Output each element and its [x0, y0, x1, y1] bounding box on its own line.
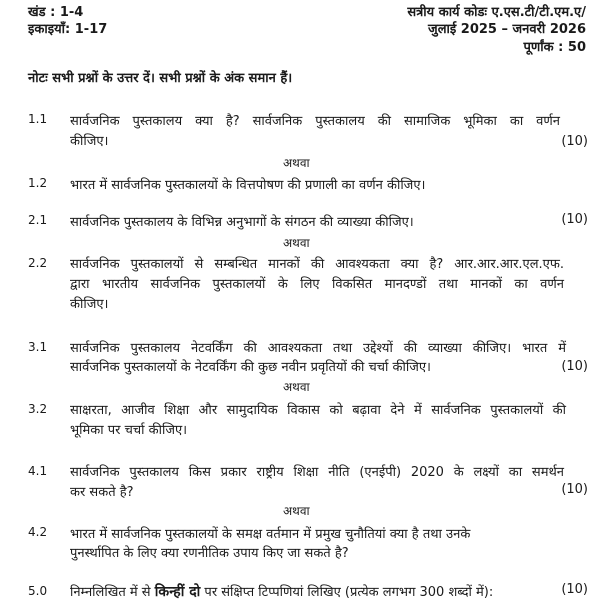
- question-text-line: भारत में सार्वजनिक पुस्तकालयों के वित्तपोषण की प्रणाली का वर्णन कीजिए।: [70, 178, 426, 193]
- question-text-line: सार्वजनिक पुस्तकालय क्या है? सार्वजनिक पुस्तकालय की सामाजिक भूमिका का वर्णन: [70, 114, 560, 129]
- question-text-line: भूमिका पर चर्चा कीजिए।: [70, 423, 188, 438]
- question-number: 1.1: [28, 112, 48, 126]
- or-separator: अथवा: [283, 504, 310, 518]
- question-marks: (10): [561, 134, 588, 149]
- block-range: खंड : 1-4: [28, 5, 84, 20]
- or-separator: अथवा: [283, 380, 310, 394]
- question-text-line: कीजिए।: [70, 134, 109, 149]
- max-marks: पूर्णांक : 50: [523, 40, 586, 55]
- question-text-line: सार्वजनिक पुस्तकालय नेटवर्किंग की आवश्यकता तथा उद्देश्यों की व्याख्या कीजिए। भारत में: [70, 341, 566, 356]
- question-number: 4.1: [28, 464, 48, 478]
- question-text-line: सार्वजनिक पुस्तकालयों से सम्बन्धित मानकों की आवश्यकता क्या है? आर.आर.आर.एल.एफ.: [70, 257, 564, 272]
- question-marks: (10): [561, 582, 588, 597]
- question-number: 1.2: [28, 176, 48, 190]
- instructions-note: नोटः सभी प्रश्नों के उत्तर दें। सभी प्रश्नों के अंक समान हैं।: [28, 71, 293, 86]
- question-number: 3.1: [28, 340, 48, 354]
- question-marks: (10): [561, 482, 588, 497]
- or-separator: अथवा: [283, 236, 310, 250]
- question-text-line: साक्षरता, आजीव शिक्षा और सामुदायिक विकास को बढ़ावा देने में सार्वजनिक पुस्तकालयों की: [70, 403, 566, 418]
- question-text-line: भारत में सार्वजनिक पुस्तकालयों के समक्ष वर्तमान में प्रमुख चुनौतियां क्या है तथा उनके: [70, 527, 471, 542]
- instruction-text: निम्नलिखित में से: [70, 585, 155, 600]
- question-text-line: सार्वजनिक पुस्तकालय किस प्रकार राष्ट्रीय शिक्षा नीति (एनईपी) 2020 के लक्ष्यों का समर्थन: [70, 465, 564, 480]
- question-number: 4.2: [28, 525, 48, 539]
- question-number: 5.0: [28, 584, 48, 598]
- session-period: जुलाई 2025 – जनवरी 2026: [428, 22, 586, 37]
- question-text-line: सार्वजनिक पुस्तकालयों के नेटवर्किंग की कुछ नवीन प्रवृतियों की चर्चा कीजिए।: [70, 360, 431, 375]
- question-marks: (10): [561, 212, 588, 227]
- or-separator: अथवा: [283, 156, 310, 170]
- question-number: 2.2: [28, 256, 48, 270]
- question-text-line: द्वारा भारतीय सार्वजनिक पुस्तकालयों के लिए विकसित मानदण्डों तथा मानकों का वर्णन: [70, 277, 564, 292]
- question-number: 3.2: [28, 402, 48, 416]
- question-text-line: कर सकते है?: [70, 485, 134, 500]
- question-text-line: पुनर्स्थापित के लिए क्या रणनीतिक उपाय किए जा सकते है?: [70, 546, 349, 561]
- question-number: 2.1: [28, 213, 48, 227]
- question-marks: (10): [561, 359, 588, 374]
- question-text-line: कीजिए।: [70, 297, 109, 312]
- emphasis-any-two: किन्हीं दो: [154, 584, 201, 600]
- question-text-line: [70, 582, 493, 601]
- assignment-code: सत्रीय कार्य कोडः ए.एस.टी/टी.एम.ए/: [407, 5, 586, 20]
- unit-range: इकाइयाँ: 1-17: [28, 22, 108, 37]
- instruction-text: पर संक्षिप्त टिप्पणियां लिखिए (प्रत्येक लगभग 300 शब्दों में):: [200, 585, 494, 600]
- question-text-line: सार्वजनिक पुस्तकालय के विभिन्न अनुभागों के संगठन की व्याख्या कीजिए।: [70, 215, 414, 230]
